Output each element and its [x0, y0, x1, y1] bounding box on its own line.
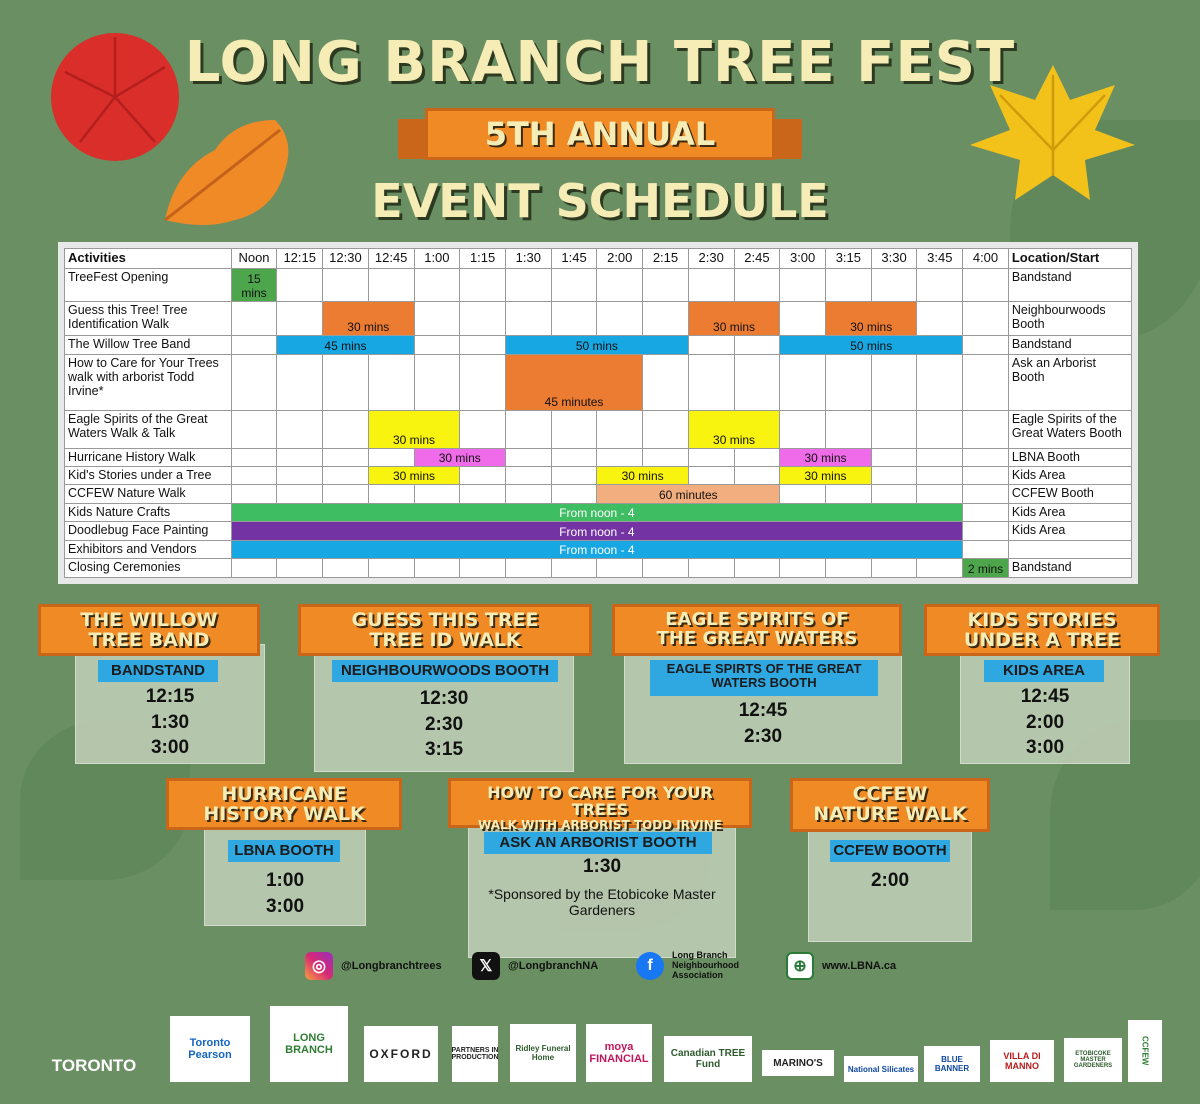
time-header: 12:30: [323, 249, 369, 269]
card-time: 3:00: [150, 737, 190, 759]
activity-name: Kids Nature Crafts: [65, 503, 232, 521]
time-header: Noon: [231, 249, 277, 269]
activity-name: Doodlebug Face Painting: [65, 522, 232, 540]
location-cell: Kids Area: [1008, 503, 1131, 521]
instagram-link[interactable]: [305, 950, 442, 982]
time-header: 3:45: [917, 249, 963, 269]
location-cell: Neighbourwoods Booth: [1008, 302, 1131, 336]
activity-name: How to Care for Your Trees walk with arborist Todd Irvine*: [65, 354, 232, 410]
sponsor-logo: National Silicates: [844, 1056, 918, 1082]
time-block: 50 mins: [780, 336, 963, 354]
card-title: GUESS THIS TREE TREE ID WALK: [298, 604, 592, 656]
time-block: 30 mins: [688, 302, 779, 336]
location-cell: Bandstand: [1008, 559, 1131, 578]
card-title: CCFEW NATURE WALK: [790, 778, 990, 832]
x-handle: @LongbranchNA: [508, 960, 599, 972]
website-link[interactable]: [786, 950, 896, 982]
location-cell: [1008, 540, 1131, 558]
location-cell: Bandstand: [1008, 336, 1131, 354]
time-block: From noon - 4: [231, 540, 963, 558]
time-block: 30 mins: [688, 410, 779, 448]
activity-name: Kid's Stories under a Tree: [65, 466, 232, 484]
time-block: 30 mins: [368, 410, 459, 448]
card-time: 12:30: [419, 688, 469, 709]
card-time: 1:00: [265, 870, 305, 891]
schedule-table: [58, 242, 1138, 584]
time-header: 2:00: [597, 249, 643, 269]
card-title: EAGLE SPIRITS OF THE GREAT WATERS: [612, 604, 902, 656]
activities-header: Activities: [65, 249, 232, 269]
card-times: [468, 854, 736, 880]
location-cell: Bandstand: [1008, 268, 1131, 302]
facebook-icon: f: [636, 952, 664, 980]
time-block: 30 mins: [368, 466, 459, 484]
time-header: 2:45: [734, 249, 780, 269]
location-cell: CCFEW Booth: [1008, 485, 1131, 503]
time-block: From noon - 4: [231, 522, 963, 540]
sponsor-logo: Canadian TREE Fund: [664, 1036, 752, 1082]
card-time: 12:15: [145, 686, 195, 707]
time-header: 1:30: [505, 249, 551, 269]
location-cell: LBNA Booth: [1008, 448, 1131, 466]
time-header: 1:00: [414, 249, 460, 269]
time-header: 3:30: [871, 249, 917, 269]
table-row: [65, 410, 1132, 448]
card-times: [314, 686, 574, 763]
table-row: [65, 466, 1132, 484]
activity-name: The Willow Tree Band: [65, 336, 232, 354]
table-header-row: [65, 249, 1132, 269]
card-times: [624, 698, 902, 749]
annual-ribbon: 5TH ANNUAL: [425, 108, 775, 160]
card-location: KIDS AREA: [984, 660, 1104, 682]
time-block: 45 minutes: [505, 354, 642, 410]
time-block: 30 mins: [780, 448, 871, 466]
time-block: 30 mins: [323, 302, 414, 336]
card-location: CCFEW BOOTH: [830, 840, 950, 862]
facebook-name: Long Branch Neighbourhood Association: [672, 950, 739, 980]
card-location: EAGLE SPIRTS OF THE GREAT WATERS BOOTH: [650, 660, 878, 696]
time-block: 30 mins: [825, 302, 916, 336]
sponsor-logo: VILLA DI MANNO: [990, 1040, 1054, 1082]
sponsor-logo: BLUE BANNER: [924, 1046, 980, 1082]
card-time: 3:00: [1025, 737, 1065, 759]
instagram-handle: @Longbranchtrees: [341, 960, 442, 972]
table-row: [65, 522, 1132, 540]
location-cell: Ask an Arborist Booth: [1008, 354, 1131, 410]
time-block: From noon - 4: [231, 503, 963, 521]
time-block: 50 mins: [505, 336, 688, 354]
card-time: 12:45: [738, 700, 788, 721]
location-cell: Kids Area: [1008, 522, 1131, 540]
schedule-subtitle: EVENT SCHEDULE: [371, 174, 829, 228]
time-header: 4:00: [963, 249, 1009, 269]
card-times: [75, 684, 265, 761]
table-row: [65, 268, 1132, 302]
table-row: [65, 448, 1132, 466]
time-block: 45 mins: [277, 336, 414, 354]
sponsor-logo: LONG BRANCH: [270, 1006, 348, 1082]
table-row: [65, 559, 1132, 578]
time-block: 30 mins: [414, 448, 505, 466]
card-times: [808, 868, 972, 894]
card-times: [204, 868, 366, 919]
sponsor-logo: moya FINANCIAL: [586, 1024, 652, 1082]
table-row: [65, 336, 1132, 354]
sponsor-logo: TORONTO: [51, 1056, 137, 1075]
activity-name: Closing Ceremonies: [65, 559, 232, 578]
sponsor-logo: Toronto Pearson: [170, 1016, 250, 1082]
activity-name: Eagle Spirits of the Great Waters Walk & Talk: [65, 410, 232, 448]
activity-name: Hurricane History Walk: [65, 448, 232, 466]
table-row: [65, 302, 1132, 336]
globe-icon: ⊕: [786, 952, 814, 980]
sponsor-logo: CCFEW: [1128, 1020, 1162, 1082]
time-header: 2:30: [688, 249, 734, 269]
time-header: 12:45: [368, 249, 414, 269]
time-header: 12:15: [277, 249, 323, 269]
location-header: Location/Start: [1008, 249, 1131, 269]
event-title: LONG BRANCH TREE FEST: [184, 30, 1016, 95]
card-title-line2: WALK WITH ARBORIST TODD IRVINE: [478, 817, 722, 832]
time-header: 3:00: [780, 249, 826, 269]
card-title-line1: HOW TO CARE FOR YOUR TREES: [487, 783, 713, 819]
table-row: [65, 354, 1132, 410]
instagram-icon: ◎: [305, 952, 333, 980]
card-time: 2:30: [424, 713, 464, 735]
card-location: BANDSTAND: [98, 660, 218, 682]
card-title: HURRICANE HISTORY WALK: [166, 778, 402, 830]
time-block: 15 mins: [231, 268, 277, 302]
card-time: 2:00: [870, 870, 910, 891]
sponsor-logo: MARINO'S: [762, 1050, 834, 1076]
card-time: 1:30: [150, 711, 190, 733]
card-time: 3:15: [424, 739, 464, 761]
time-block: 60 minutes: [597, 485, 780, 503]
time-header: 3:15: [825, 249, 871, 269]
sponsor-logo: ETOBICOKE MASTER GARDENERS: [1064, 1038, 1122, 1082]
activity-name: CCFEW Nature Walk: [65, 485, 232, 503]
table-row: [65, 485, 1132, 503]
card-location: LBNA BOOTH: [228, 840, 340, 862]
card-location: ASK AN ARBORIST BOOTH: [484, 832, 712, 854]
card-time: 3:00: [265, 895, 305, 917]
x-link[interactable]: [472, 950, 598, 982]
card-times: [960, 684, 1130, 761]
time-block: 30 mins: [597, 466, 688, 484]
sponsor-logo: Ridley Funeral Home: [510, 1024, 576, 1082]
activity-name: TreeFest Opening: [65, 268, 232, 302]
time-header: 1:15: [460, 249, 506, 269]
x-icon: 𝕏: [472, 952, 500, 980]
location-cell: Kids Area: [1008, 466, 1131, 484]
table-row: [65, 503, 1132, 521]
time-header: 2:15: [643, 249, 689, 269]
activity-name: Guess this Tree! Tree Identification Walk: [65, 302, 232, 336]
card-title: KIDS STORIES UNDER A TREE: [924, 604, 1160, 656]
table-row: [65, 540, 1132, 558]
card-title: THE WILLOW TREE BAND: [38, 604, 260, 656]
sponsor-note: *Sponsored by the Etobicoke Master Gardeners: [488, 886, 716, 918]
card-location: NEIGHBOURWOODS BOOTH: [332, 660, 558, 682]
location-cell: Eagle Spirits of the Great Waters Booth: [1008, 410, 1131, 448]
activity-name: Exhibitors and Vendors: [65, 540, 232, 558]
time-block: 2 mins: [963, 559, 1009, 578]
card-title: [448, 778, 752, 832]
card-time: 2:00: [1025, 711, 1065, 733]
facebook-link[interactable]: [636, 950, 786, 982]
card-time: 2:30: [743, 725, 783, 747]
sponsor-logo: PARTNERS IN PRODUCTION: [452, 1026, 498, 1082]
card-time: 12:45: [1020, 686, 1070, 707]
time-header: 1:45: [551, 249, 597, 269]
website-url: www.LBNA.ca: [822, 960, 897, 972]
card-time: 1:30: [582, 856, 622, 877]
sponsor-logo: OXFORD: [364, 1026, 438, 1082]
time-block: 30 mins: [780, 466, 871, 484]
